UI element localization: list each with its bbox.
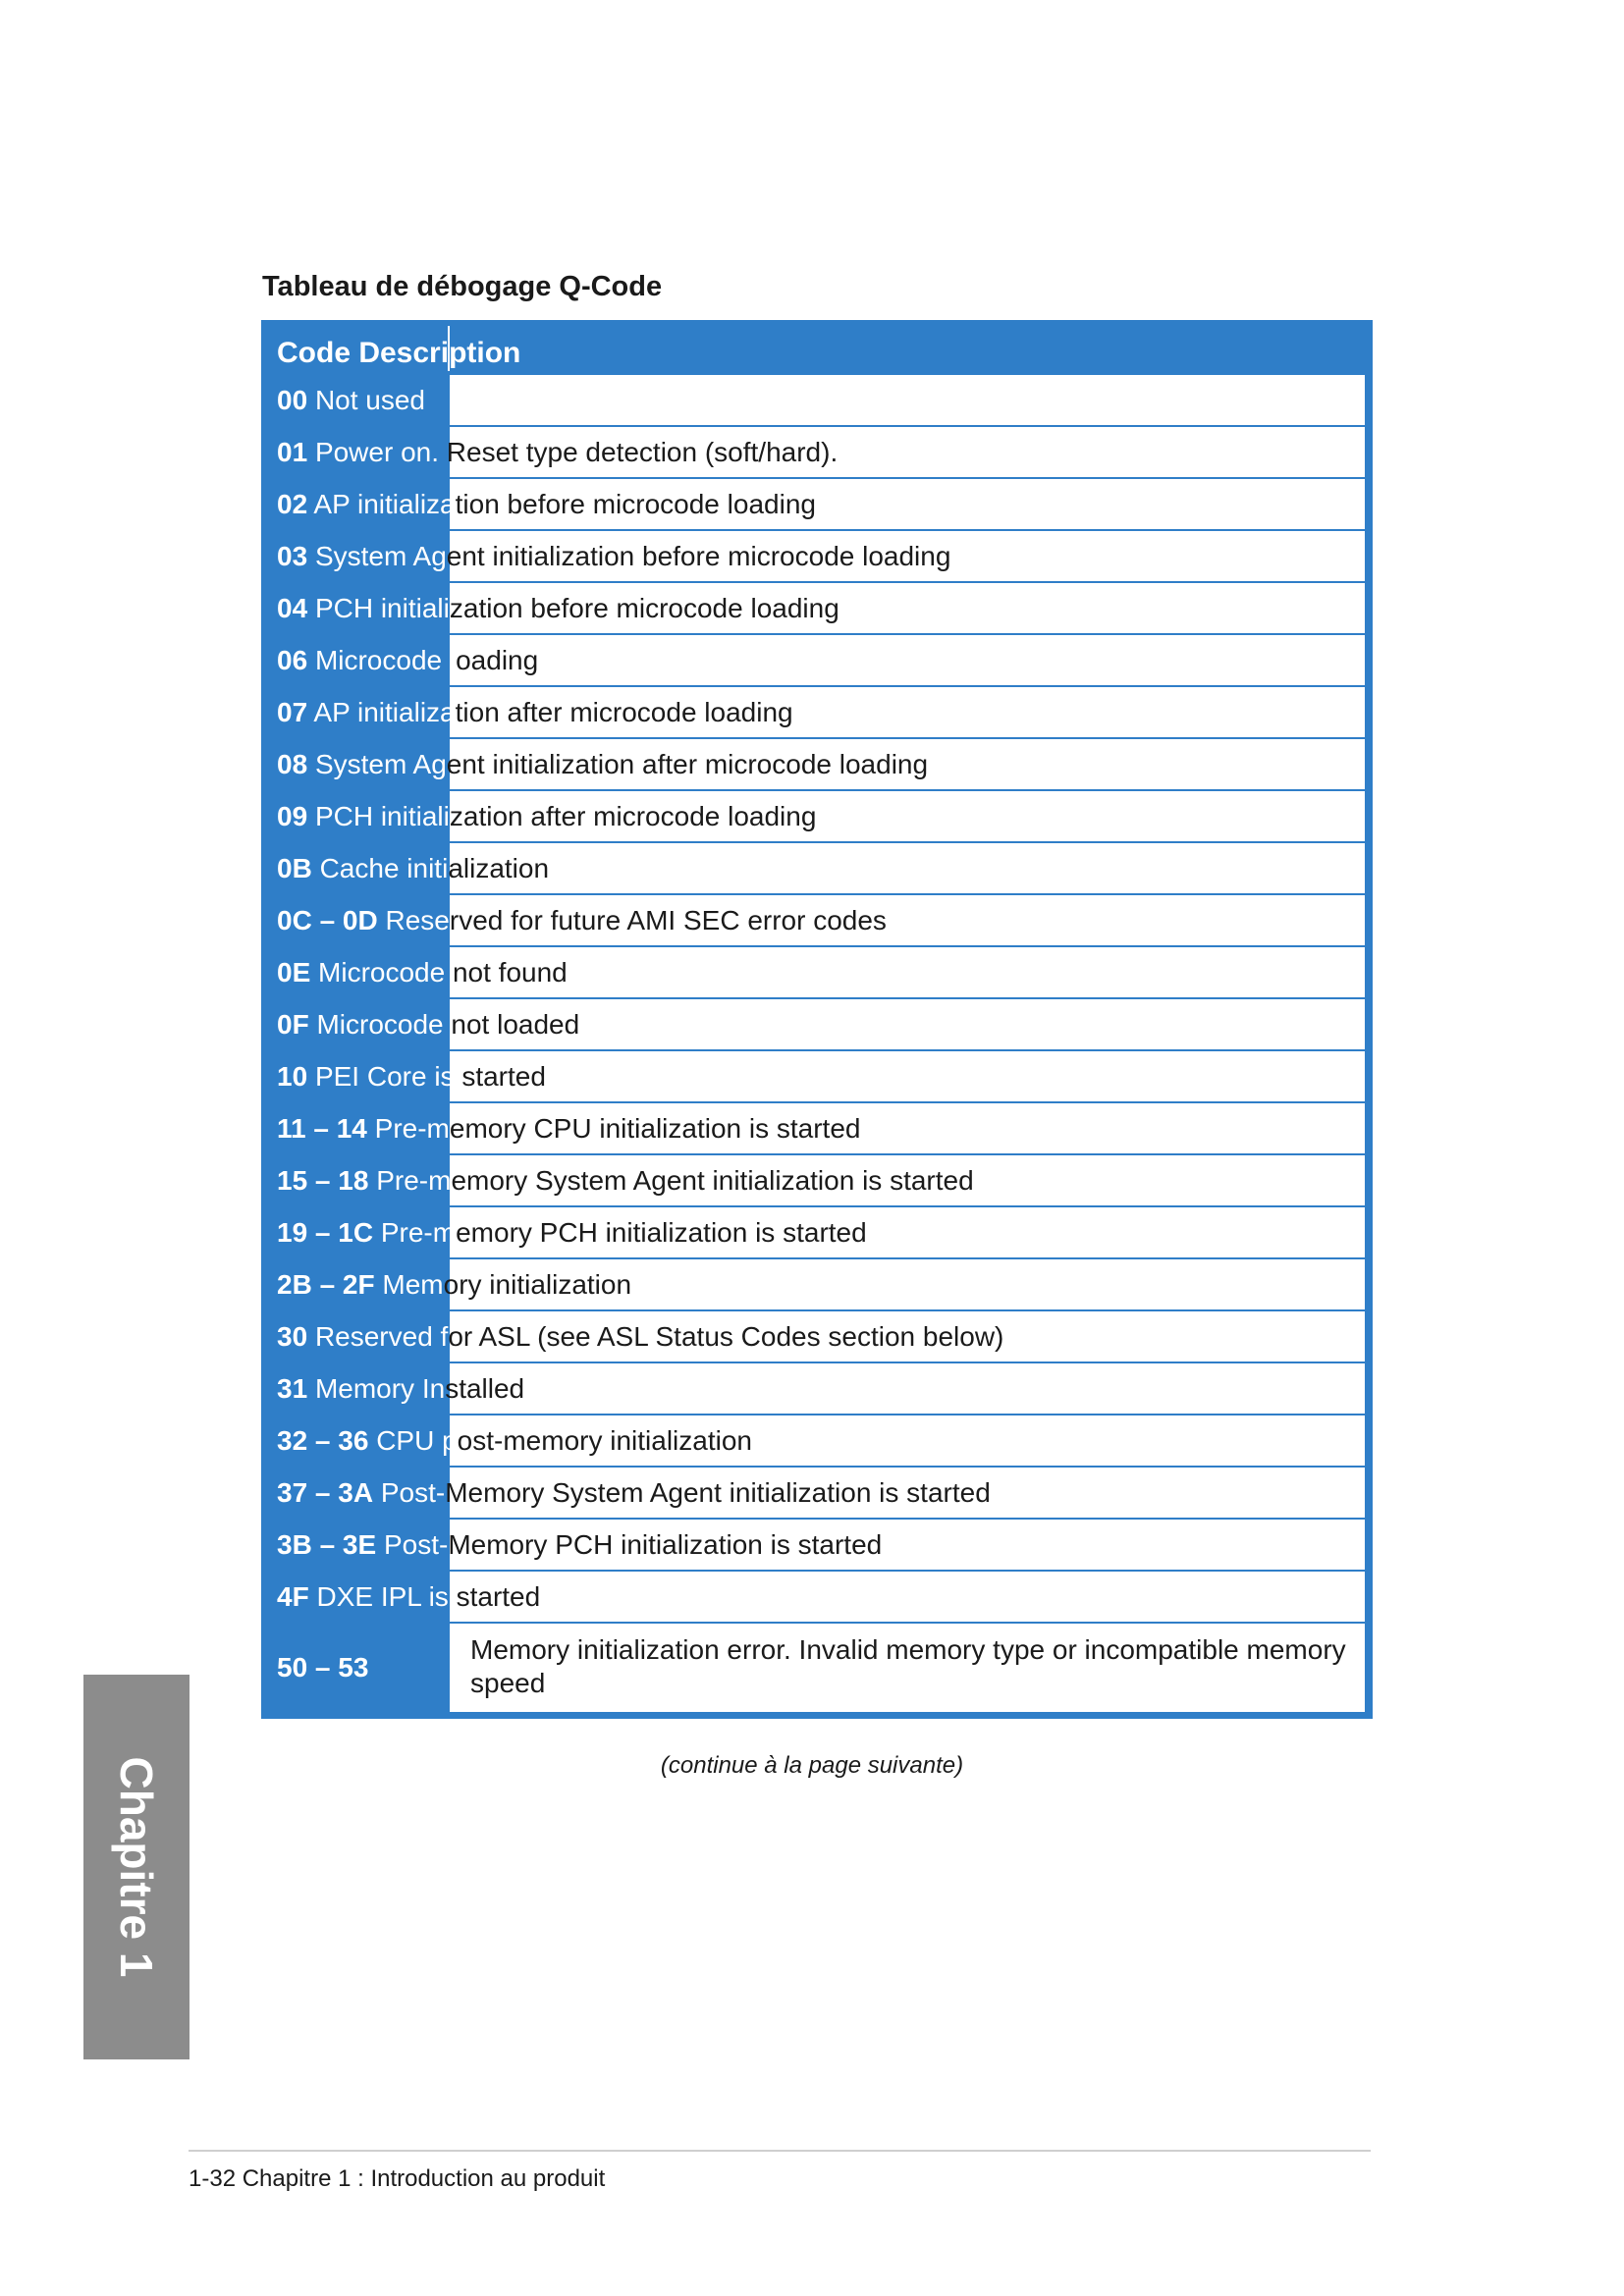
row-code: 2B – 2F — [277, 1269, 375, 1300]
row-line — [277, 635, 538, 685]
row-line — [277, 1415, 752, 1466]
row-line — [277, 1520, 882, 1570]
description-cell — [450, 1051, 1365, 1101]
row-code: 3B – 3E — [277, 1529, 377, 1560]
table-row — [269, 1051, 1365, 1101]
row-code: 31 — [277, 1373, 308, 1404]
row-code: 09 — [277, 801, 308, 831]
row-description: AP initialization before microcode loading — [313, 489, 816, 519]
row-description: Cache initialization — [319, 853, 550, 883]
row-code: 02 — [277, 489, 308, 519]
table-row — [269, 635, 1365, 685]
table-row — [269, 895, 1365, 945]
description-cell — [450, 999, 1365, 1049]
row-code: 07 — [277, 697, 308, 727]
table-body — [269, 375, 1365, 1712]
table-row — [269, 1155, 1365, 1205]
description-cell — [450, 947, 1365, 997]
description-cell — [450, 843, 1365, 893]
row-line — [277, 583, 839, 633]
table-row — [269, 687, 1365, 737]
table-row — [269, 1415, 1365, 1466]
table-row — [269, 1259, 1365, 1309]
row-description: Microcode not loaded — [316, 1009, 580, 1040]
row-line — [277, 1572, 540, 1622]
table-row — [269, 1520, 1365, 1570]
page-footer: 1-32 Chapitre 1 : Introduction au produit — [189, 2165, 606, 2192]
row-line — [277, 1207, 867, 1257]
row-description: PCH initialization before microcode loading — [314, 593, 839, 623]
row-description: Pre-memory System Agent initialization is started — [376, 1165, 974, 1196]
row-code: 32 – 36 — [277, 1425, 369, 1456]
row-description: PEI Core is started — [314, 1061, 546, 1092]
description-cell — [450, 1572, 1365, 1622]
row-code: 30 — [277, 1321, 308, 1352]
row-line — [277, 1311, 1003, 1362]
table-row-last — [269, 1624, 1365, 1712]
row-description: CPU post-memory initialization — [376, 1425, 752, 1456]
continue-note: (continue à la page suivante) — [660, 1752, 964, 1779]
row-code: 0C – 0D — [277, 905, 378, 935]
table-row — [269, 1572, 1365, 1622]
table-row — [269, 791, 1365, 841]
row-description: DXE IPL is started — [316, 1581, 541, 1612]
description-cell — [450, 1363, 1365, 1414]
row-line — [277, 1468, 991, 1518]
row-code: 04 — [277, 593, 308, 623]
footer-rule — [189, 2150, 1371, 2152]
row-line — [277, 739, 928, 789]
table-row — [269, 583, 1365, 633]
row-line — [277, 947, 568, 997]
row-description: Memory Installed — [314, 1373, 525, 1404]
row-code: 19 – 1C — [277, 1217, 374, 1248]
row-description: Memory initialization — [382, 1269, 632, 1300]
row-description: Power on. Reset type detection (soft/hard). — [314, 437, 839, 467]
row-code: 0B — [277, 853, 312, 883]
row-description: System Agent initialization before microcode loading — [314, 541, 951, 571]
row-code: 08 — [277, 749, 308, 779]
row-description: Reserved for ASL (see ASL Status Codes section below) — [314, 1321, 1004, 1352]
row-line — [277, 531, 950, 581]
table-row — [269, 1103, 1365, 1153]
row-line — [277, 1155, 974, 1205]
row-code: 50 – 53 — [277, 1652, 369, 1682]
table-row — [269, 947, 1365, 997]
row-line — [277, 1363, 524, 1414]
row-description: Not used — [314, 385, 426, 415]
table-row — [269, 843, 1365, 893]
table-row — [269, 739, 1365, 789]
row-description: Pre-memory CPU initialization is started — [374, 1113, 861, 1144]
row-description: System Agent initialization after microcode loading — [314, 749, 929, 779]
row-code: 11 – 14 — [277, 1113, 367, 1144]
row-description: Memory initialization error. Invalid memory type or incompatible memory speed — [470, 1634, 1346, 1698]
row-code: 4F — [277, 1581, 309, 1612]
row-line — [277, 895, 887, 945]
table-row — [269, 999, 1365, 1049]
table-row — [269, 1363, 1365, 1414]
row-line — [277, 427, 838, 477]
row-code: 00 — [277, 385, 308, 415]
row-code: 0F — [277, 1009, 309, 1040]
row-description: Reserved for future AMI SEC error codes — [385, 905, 887, 935]
table-row — [269, 1468, 1365, 1518]
description-cell — [450, 635, 1365, 685]
row-description: Microcode not found — [318, 957, 568, 988]
row-line — [277, 687, 793, 737]
row-description: Post-Memory System Agent initialization is started — [380, 1477, 991, 1508]
row-line — [277, 375, 425, 425]
table-row — [269, 1207, 1365, 1257]
row-line — [277, 479, 816, 529]
row-line — [277, 1051, 546, 1101]
row-description: Microcode loading — [314, 645, 539, 675]
qcode-table — [261, 320, 1373, 1719]
table-row — [269, 531, 1365, 581]
row-line — [277, 843, 549, 893]
row-description: Post-Memory PCH initialization is started — [383, 1529, 883, 1560]
row-code: 03 — [277, 541, 308, 571]
row-description: AP initialization after microcode loading — [313, 697, 793, 727]
row-code: 06 — [277, 645, 308, 675]
table-row — [269, 427, 1365, 477]
row-code: 10 — [277, 1061, 308, 1092]
table-row — [269, 1311, 1365, 1362]
row-code: 15 – 18 — [277, 1165, 369, 1196]
row-description: PCH initialization after microcode loading — [314, 801, 817, 831]
table-row — [269, 479, 1365, 529]
table-header: Code Description — [277, 337, 521, 369]
table-row — [269, 375, 1365, 425]
row-line — [277, 999, 579, 1049]
chapter-tab — [83, 1675, 189, 2059]
row-line — [277, 791, 816, 841]
row-code: 01 — [277, 437, 308, 467]
description-cell — [450, 375, 1365, 425]
row-line — [277, 1259, 631, 1309]
chapter-tab-label: Chapitre 1 — [111, 1756, 162, 1978]
row-code: 0E — [277, 957, 311, 988]
row-code: 37 – 3A — [277, 1477, 374, 1508]
section-title: Tableau de débogage Q-Code — [262, 271, 663, 302]
row-line — [277, 1103, 860, 1153]
row-description: Pre-memory PCH initialization is started — [380, 1217, 867, 1248]
